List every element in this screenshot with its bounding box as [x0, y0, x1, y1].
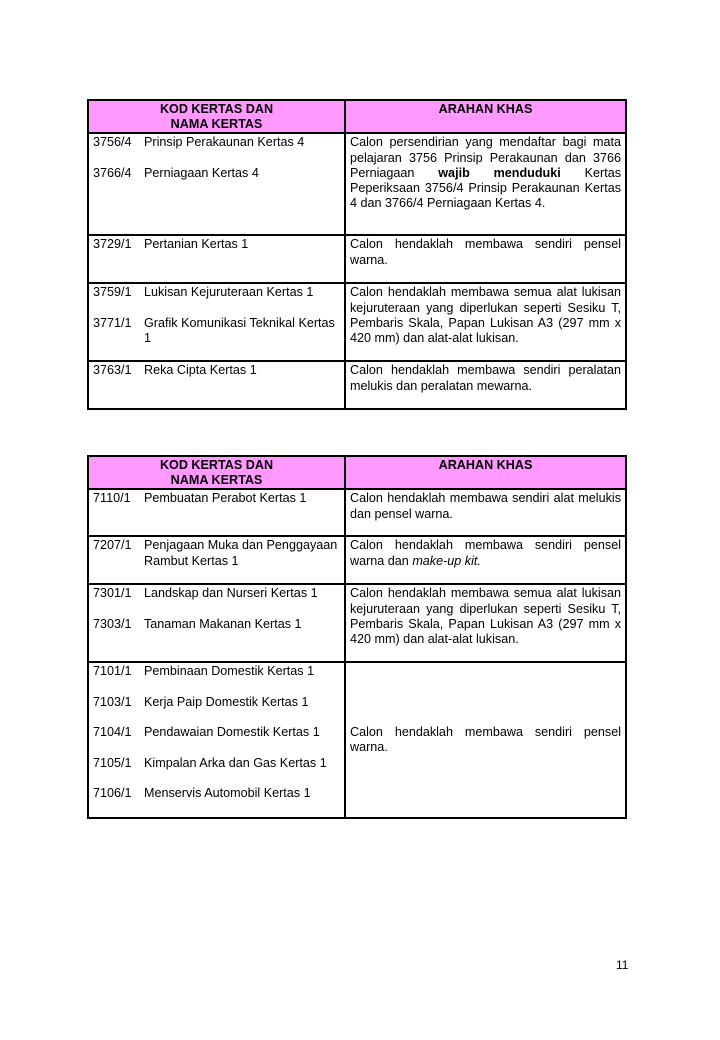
- paper-code: 7103/1: [93, 694, 132, 709]
- header-special-instructions: ARAHAN KHAS: [345, 456, 626, 489]
- paper-entry: [93, 363, 340, 378]
- paper-code: 7207/1: [93, 538, 132, 553]
- header-line: NAMA KERTAS: [170, 473, 263, 488]
- paper-code: 7104/1: [93, 725, 132, 740]
- paper-entry: [93, 166, 340, 181]
- paper-name: Penjagaan Muka dan Penggayaan Rambut Kertas 1: [144, 538, 338, 568]
- paper-cell: [88, 361, 345, 409]
- paper-entry: [93, 617, 340, 632]
- instruction-emphasis: wajib menduduki: [438, 165, 561, 180]
- table-row: [88, 584, 626, 662]
- paper-code: 3756/4: [93, 135, 132, 150]
- paper-cell: [88, 489, 345, 536]
- instruction-cell: Calon hendaklah membawa semua alat lukisan kejuruteraan yang diperlukan seperti Sesiku T, Pembaris Skala, Papan Lukisan A3 (297 mm x 420 mm) dan alat-alat lukisan.: [345, 584, 626, 662]
- header-special-instructions: ARAHAN KHAS: [345, 100, 626, 133]
- paper-code: 7106/1: [93, 785, 132, 800]
- paper-name: Reka Cipta Kertas 1: [144, 363, 257, 378]
- table-header-row: [88, 100, 626, 133]
- paper-name: Pembuatan Perabot Kertas 1: [144, 491, 307, 506]
- table-row: [88, 133, 626, 235]
- table-header-row: [88, 456, 626, 489]
- instruction-cell: Calon hendaklah membawa sendiri pensel warna.: [345, 235, 626, 283]
- paper-name: Tanaman Makanan Kertas 1: [144, 616, 302, 631]
- table-row: [88, 361, 626, 409]
- paper-name: Kerja Paip Domestik Kertas 1: [144, 694, 309, 709]
- paper-entry: [93, 135, 340, 150]
- instruction-cell: Calon hendaklah membawa sendiri alat melukis dan pensel warna.: [345, 489, 626, 536]
- header-paper-code-name: [88, 456, 345, 489]
- paper-entry: [93, 586, 340, 601]
- paper-cell: [88, 235, 345, 283]
- paper-code: 3763/1: [93, 363, 132, 378]
- paper-cell: [88, 133, 345, 235]
- table-row: [88, 536, 626, 584]
- paper-entry: [93, 664, 340, 679]
- paper-entry: [93, 285, 340, 300]
- paper-name: Lukisan Kejuruteraan Kertas 1: [144, 285, 314, 300]
- paper-name: Grafik Komunikasi Teknikal Kertas 1: [144, 315, 335, 345]
- paper-cell: [88, 584, 345, 662]
- instruction-cell: [345, 133, 626, 235]
- paper-entry: [93, 538, 340, 568]
- paper-code: 7101/1: [93, 664, 132, 679]
- table-row: [88, 283, 626, 361]
- paper-entry: [93, 725, 340, 740]
- paper-name: Landskap dan Nurseri Kertas 1: [144, 586, 318, 601]
- instruction-text: Calon persendirian yang mendaftar bagi mata pelajaran 3756 Prinsip Perakaunan dan 3766 Perniagaan: [350, 135, 621, 180]
- page-number: 11: [616, 958, 629, 972]
- paper-entry: [93, 237, 340, 252]
- instruction-text: Kertas Peperiksaan 3756/4 Prinsip Perakaunan Kertas 4 dan 3766/4 Perniagaan Kertas 4.: [350, 165, 621, 211]
- paper-code: 3766/4: [93, 165, 132, 180]
- paper-entry: [93, 491, 340, 506]
- header-line: KOD KERTAS DAN: [159, 102, 274, 116]
- table-row: [88, 235, 626, 283]
- instruction-text: Calon hendaklah membawa sendiri pensel warna dan: [350, 538, 621, 568]
- special-instructions-table-2: [87, 455, 627, 819]
- paper-code: 3729/1: [93, 237, 132, 252]
- paper-cell: [88, 536, 345, 584]
- paper-name: Pendawaian Domestik Kertas 1: [144, 725, 320, 740]
- paper-name: Menservis Automobil Kertas 1: [144, 785, 311, 800]
- header-paper-code-name: [88, 100, 345, 133]
- instruction-cell: [345, 536, 626, 584]
- instruction-cell: Calon hendaklah membawa sendiri peralatan melukis dan peralatan mewarna.: [345, 361, 626, 409]
- paper-entry: [93, 786, 340, 801]
- table-row: [88, 489, 626, 536]
- paper-entry: [93, 316, 340, 346]
- paper-code: 7303/1: [93, 616, 132, 631]
- paper-code: 7301/1: [93, 586, 132, 601]
- paper-name: Kimpalan Arka dan Gas Kertas 1: [144, 755, 327, 770]
- special-instructions-table-1: [87, 99, 627, 410]
- paper-entry: [93, 756, 340, 771]
- instruction-cell: Calon hendaklah membawa semua alat lukisan kejuruteraan yang diperlukan seperti Sesiku T, Pembaris Skala, Papan Lukisan A3 (297 mm x 420 mm) dan alat-alat lukisan.: [345, 283, 626, 361]
- paper-code: 7110/1: [93, 491, 131, 506]
- instruction-cell: Calon hendaklah membawa sendiri pensel warna.: [345, 662, 626, 818]
- paper-code: 3771/1: [93, 315, 132, 330]
- table-row: [88, 662, 626, 818]
- paper-name: Perniagaan Kertas 4: [144, 165, 259, 180]
- header-line: KOD KERTAS DAN: [159, 458, 274, 472]
- paper-code: 3759/1: [93, 285, 132, 300]
- paper-cell: [88, 283, 345, 361]
- paper-name: Pembinaan Domestik Kertas 1: [144, 664, 315, 679]
- header-line: NAMA KERTAS: [170, 117, 263, 132]
- paper-code: 7105/1: [93, 755, 132, 770]
- paper-name: Pertanian Kertas 1: [144, 237, 249, 252]
- paper-cell: [88, 662, 345, 818]
- instruction-italic: make-up kit.: [412, 553, 481, 568]
- paper-entry: [93, 695, 340, 710]
- paper-name: Prinsip Perakaunan Kertas 4: [144, 135, 305, 150]
